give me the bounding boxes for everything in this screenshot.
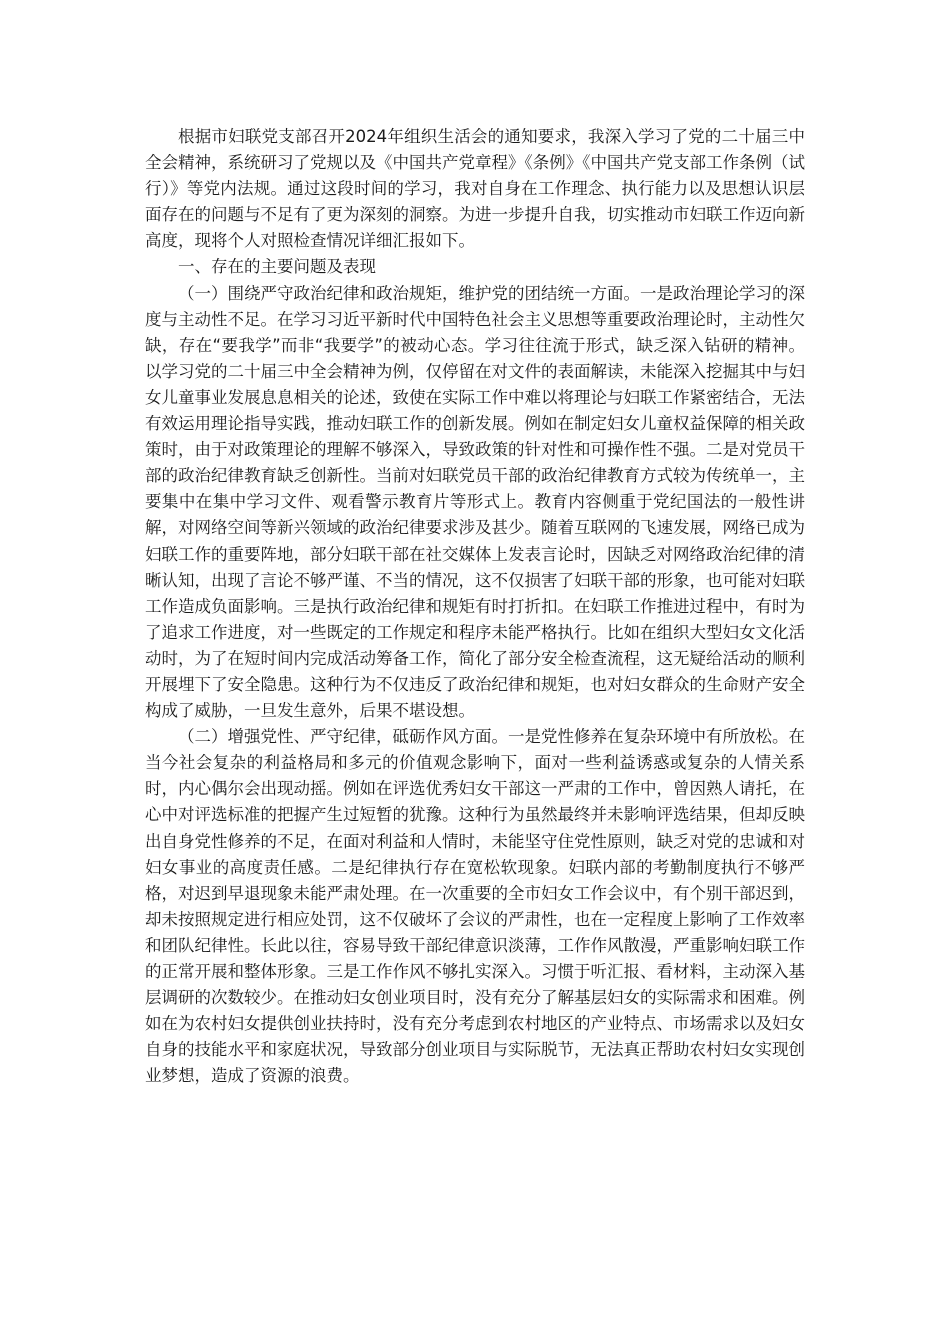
document-page bbox=[145, 124, 805, 1089]
paragraph-political-discipline: （一）围绕严守政治纪律和政治规矩，维护党的团结统一方面。一是政治理论学习的深度与主动性不足。在学习习近平新时代中国特色社会主义思想等重要政治理论时，主动性欠缺，存在“要我学”而非“我要学”的被动心态。学习往往流于形式，缺乏深入钻研的精神。以学习党的二十届三中全会精神为例，仅停留在对文件的表面解读，未能深入挖掘其中与妇女儿童事业发展息息相关的论述，致使在实际工作中难以将理论与妇联工作紧密结合，无法有效运用理论指导实践，推动妇联工作的创新发展。例如在制定妇女儿童权益保障的相关政策时，由于对政策理论的理解不够深入，导致政策的针对性和可操作性不强。二是对党员干部的政治纪律教育缺乏创新性。当前对妇联党员干部的政治纪律教育方式较为传统单一，主要集中在集中学习文件、观看警示教育片等形式上。教育内容侧重于党纪国法的一般性讲解，对网络空间等新兴领域的政治纪律要求涉及甚少。随着互联网的飞速发展，网络已成为妇联工作的重要阵地，部分妇联干部在社交媒体上发表言论时，因缺乏对网络政治纪律的清晰认知，出现了言论不够严谨、不当的情况，这不仅损害了妇联干部的形象，也可能对妇联工作造成负面影响。三是执行政治纪律和规矩有时打折扣。在妇联工作推进过程中，有时为了追求工作进度，对一些既定的工作规定和程序未能严格执行。比如在组织大型妇女文化活动时，为了在短时间内完成活动筹备工作，简化了部分安全检查流程，这无疑给活动的顺利开展埋下了安全隐患。这种行为不仅违反了政治纪律和规矩，也对妇女群众的生命财产安全构成了威胁，一旦发生意外，后果不堪设想。 bbox=[145, 283, 805, 721]
paragraph-party-spirit: （二）增强党性、严守纪律，砥砺作风方面。一是党性修养在复杂环境中有所放松。在当今社会复杂的利益格局和多元的价值观念影响下，面对一些利益诱惑或复杂的人情关系时，内心偶尔会出现动摇。例如在评选优秀妇女干部这一严肃的工作中，曾因熟人请托，在心中对评选标准的把握产生过短暂的犹豫。这种行为虽然最终并未影响评选结果，但却反映出自身党性修养的不足，在面对利益和人情时，未能坚守住党性原则，缺乏对党的忠诚和对妇女事业的高度责任感。二是纪律执行存在宽松软现象。妇联内部的考勤制度执行不够严格，对迟到早退现象未能严肃处理。在一次重要的全市妇女工作会议中，有个别干部迟到，却未按照规定进行相应处罚，这不仅破坏了会议的严肃性，也在一定程度上影响了工作效率和团队纪律性。长此以往，容易导致干部纪律意识淡薄，工作作风散漫，严重影响妇联工作的正常开展和整体形象。三是工作作风不够扎实深入。习惯于听汇报、看材料，主动深入基层调研的次数较少。在推动妇女创业项目时，没有充分了解基层妇女的实际需求和困难。例如在为农村妇女提供创业扶持时，没有充分考虑到农村地区的产业特点、市场需求以及妇女自身的技能水平和家庭状况，导致部分创业项目与实际脱节，无法真正帮助农村妇女实现创业梦想，造成了资源的浪费。 bbox=[145, 727, 805, 1086]
intro-paragraph: 根据市妇联党支部召开2024年组织生活会的通知要求，我深入学习了党的二十届三中全会精神，系统研习了党规以及《中国共产党章程》《条例》《中国共产党支部工作条例（试行）》等党内法规。通过这段时间的学习，我对自身在工作理念、执行能力以及思想认识层面存在的问题与不足有了更为深刻的洞察。为进一步提升自我，切实推动市妇联工作迈向新高度，现将个人对照检查情况详细汇报如下。 bbox=[145, 127, 805, 251]
section-heading: 一、存在的主要问题及表现 bbox=[178, 257, 376, 277]
